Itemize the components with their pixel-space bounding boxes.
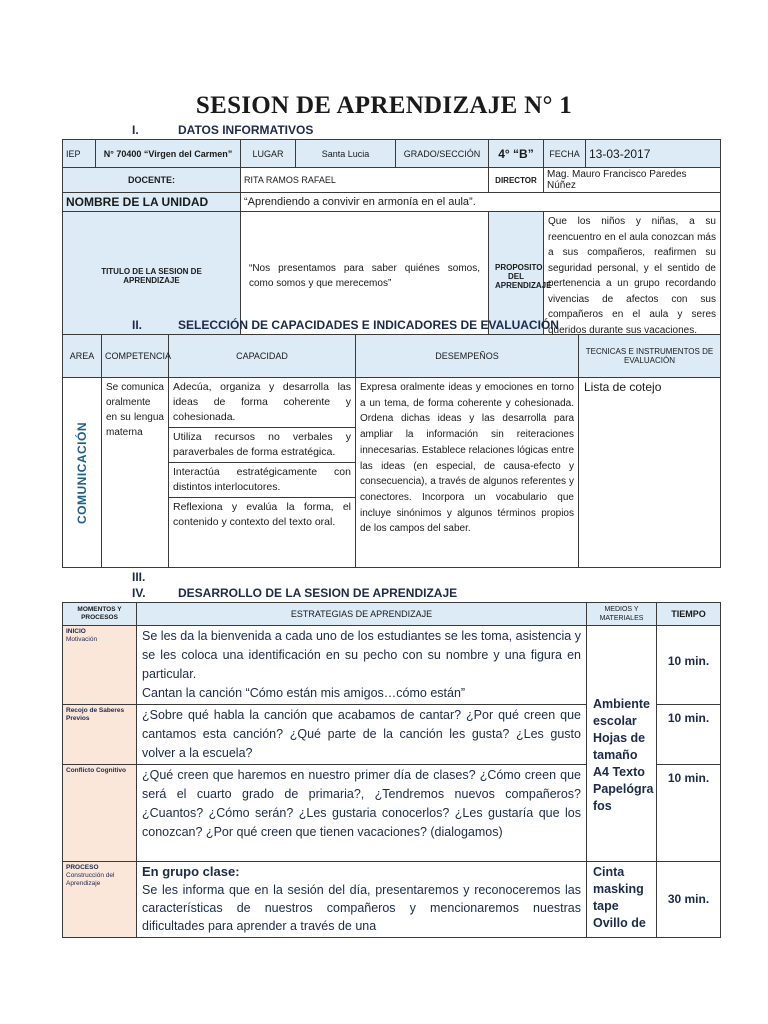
docente-label: DOCENTE: [63, 168, 241, 193]
proposito-label: PROPOSITO DEL APRENDIZAJE [489, 212, 544, 341]
director-label: DIRECTOR [489, 168, 544, 193]
section-label: DATOS INFORMATIVOS [178, 123, 314, 137]
strategy-heading: En grupo clase: [142, 864, 240, 879]
section-1-heading [132, 123, 313, 137]
capacidad-item: Utiliza recursos no verbales y paraverbales de forma estratégica. [169, 428, 355, 463]
col-area: AREA [63, 335, 102, 378]
stage-name: Recojo de Saberes Previos [66, 707, 125, 722]
stage-sub: Motivación [66, 636, 98, 643]
director-value: Mag. Mauro Francisco Paredes Núñez [544, 168, 721, 193]
strategy-text: Se les da la bienvenida a cada uno de los estudiantes se les toma, asistencia y se les coloca una identificación en su pecho con su nombre y una figura en particular. [142, 629, 581, 681]
area-value: COMUNICACIÓN [75, 421, 89, 524]
unidad-value: “Aprendiendo a convivir en armonía en el aula”. [241, 193, 721, 212]
capacidades-table [62, 334, 721, 568]
page-title: SESION DE APRENDIZAJE N° 1 [195, 92, 573, 119]
grado-label: GRADO/SECCIÓN [396, 140, 489, 168]
stage-proceso [63, 862, 137, 938]
titulo-label: TITULO DE LA SESION DE APRENDIZAJE [63, 212, 241, 341]
stage-sub: Construcción del Aprendizaje [66, 872, 115, 887]
lugar-value: Santa Lucia [296, 140, 396, 168]
fecha-value: 13-03-2017 [586, 140, 721, 168]
stage-saberes [63, 705, 137, 765]
unidad-label: NOMBRE DE LA UNIDAD [63, 193, 241, 212]
strategy-text: ¿Sobre qué habla la canción que acabamos de cantar? ¿Por qué creen que cantamos esta canción? ¿Qué parte de la canción les gusta? ¿Les gusto volver a la escuela? [142, 708, 581, 760]
stage-name: INICIO [66, 628, 86, 635]
proposito-value: Que los niños y niñas, a su reencuentro en el aula conozcan más a sus compañeros, reafirmen su seguridad personal, y el sentido de pertenencia a un grupo recordando vivencias de afectos con sus compañeros en el aula y seres queridos durante sus vacaciones. [544, 212, 721, 341]
grado-value: 4° “B” [489, 140, 544, 168]
lugar-label: LUGAR [241, 140, 296, 168]
strategy-text: Se les informa que en la sesión del día, presentaremos y reconoceremos las características de nuestros compañeros y mencionaremos nuestras dificultades para aprender a través de una [142, 883, 581, 933]
col-desempenos: DESEMPEÑOS [356, 335, 579, 378]
desarrollo-table [62, 602, 721, 938]
datos-informativos-table [62, 139, 721, 341]
time-value: 10 min. [657, 626, 721, 705]
col-momentos: MOMENTOS Y PROCESOS [63, 603, 137, 626]
stage-name: Conflicto Cognitivo [66, 767, 126, 774]
iep-label: IEP [63, 140, 96, 168]
col-competencia: COMPETENCIA [102, 335, 169, 378]
time-value: 10 min. [657, 765, 721, 862]
iep-value: N° 70400 “Virgen del Carmen” [96, 140, 241, 168]
stage-name: PROCESO [66, 864, 99, 871]
time-value: 30 min. [657, 862, 721, 938]
strategy-cell [137, 626, 587, 705]
time-value: 10 min. [657, 705, 721, 765]
section-label: SELECCIÓN DE CAPACIDADES E INDICADORES DE EVALUACIÓN [178, 318, 559, 332]
capacidad-list [169, 378, 356, 568]
strategy-text: ¿Qué creen que haremos en nuestro primer día de clases? ¿Cómo creen que será el cuarto grado de primaria?, ¿Tendremos nuevos compañeros?¿Cuantos? ¿Cómo serán? ¿Les gustaria conocerlos? ¿Les gustaría que los conozcan? ¿Por qué creen que tienen vacaciones? (dialogamos) [142, 768, 581, 839]
section-4-heading [132, 586, 457, 600]
section-3-heading [132, 570, 178, 584]
docente-value: RITA RAMOS RAFAEL [241, 168, 489, 193]
section-label: DESARROLLO DE LA SESION DE APRENDIZAJE [178, 586, 458, 600]
fecha-label: FECHA [544, 140, 586, 168]
medios-top: Ambiente escolar Hojas de tamaño A4 Texto Papelógra fos [587, 626, 657, 862]
col-medios: MEDIOS Y MATERIALES [587, 603, 657, 626]
strategy-cell [137, 862, 587, 938]
stage-inicio [63, 626, 137, 705]
capacidad-item: Reflexiona y evalúa la forma, el contenido y contexto del texto oral. [173, 501, 351, 528]
section-number: II. [132, 318, 143, 332]
capacidad-item: Interactúa estratégicamente con distintos interlocutores. [169, 463, 355, 498]
medios-bottom: Cinta masking tape Ovillo de [587, 862, 657, 938]
col-tecnicas: TECNICAS E INSTRUMENTOS DE EVALUACIÓN [579, 335, 721, 378]
desempeno-value: Expresa oralmente ideas y emociones en torno a un tema, de forma coherente y cohesionada. Ordena dichas ideas y las desarrolla para ampliar la información sin reiteraciones innecesarias. Establece relaciones lógicas entre las ideas (en especial, de causa-efecto y consecuencia), a través de algunos referentes y conectores. Incorpora un vocabulario que incluye sinónimos y algunos términos propios de los campos del saber. [356, 378, 579, 568]
area-cell [63, 378, 102, 568]
section-number: I. [132, 123, 139, 137]
titulo-value: “Nos presentamos para saber quiénes somos, como somos y que merecemos” [241, 212, 489, 341]
col-capacidad: CAPACIDAD [169, 335, 356, 378]
stage-conflicto [63, 765, 137, 862]
strategy-cell [137, 765, 587, 862]
col-estrategias: ESTRATEGIAS DE APRENDIZAJE [137, 603, 587, 626]
section-number: III. [132, 570, 146, 584]
tecnica-value: Lista de cotejo [579, 378, 721, 568]
section-number: IV. [132, 586, 146, 600]
strategy-text-2: Cantan la canción “Cómo están mis amigos…cómo están” [142, 686, 466, 700]
section-2-heading [132, 318, 559, 332]
competencia-value: Se comunica oralmente en su lengua materna [102, 378, 169, 568]
strategy-cell [137, 705, 587, 765]
capacidad-item: Adecúa, organiza y desarrolla las ideas de forma coherente y cohesionada. [169, 378, 355, 428]
col-tiempo: TIEMPO [657, 603, 721, 626]
